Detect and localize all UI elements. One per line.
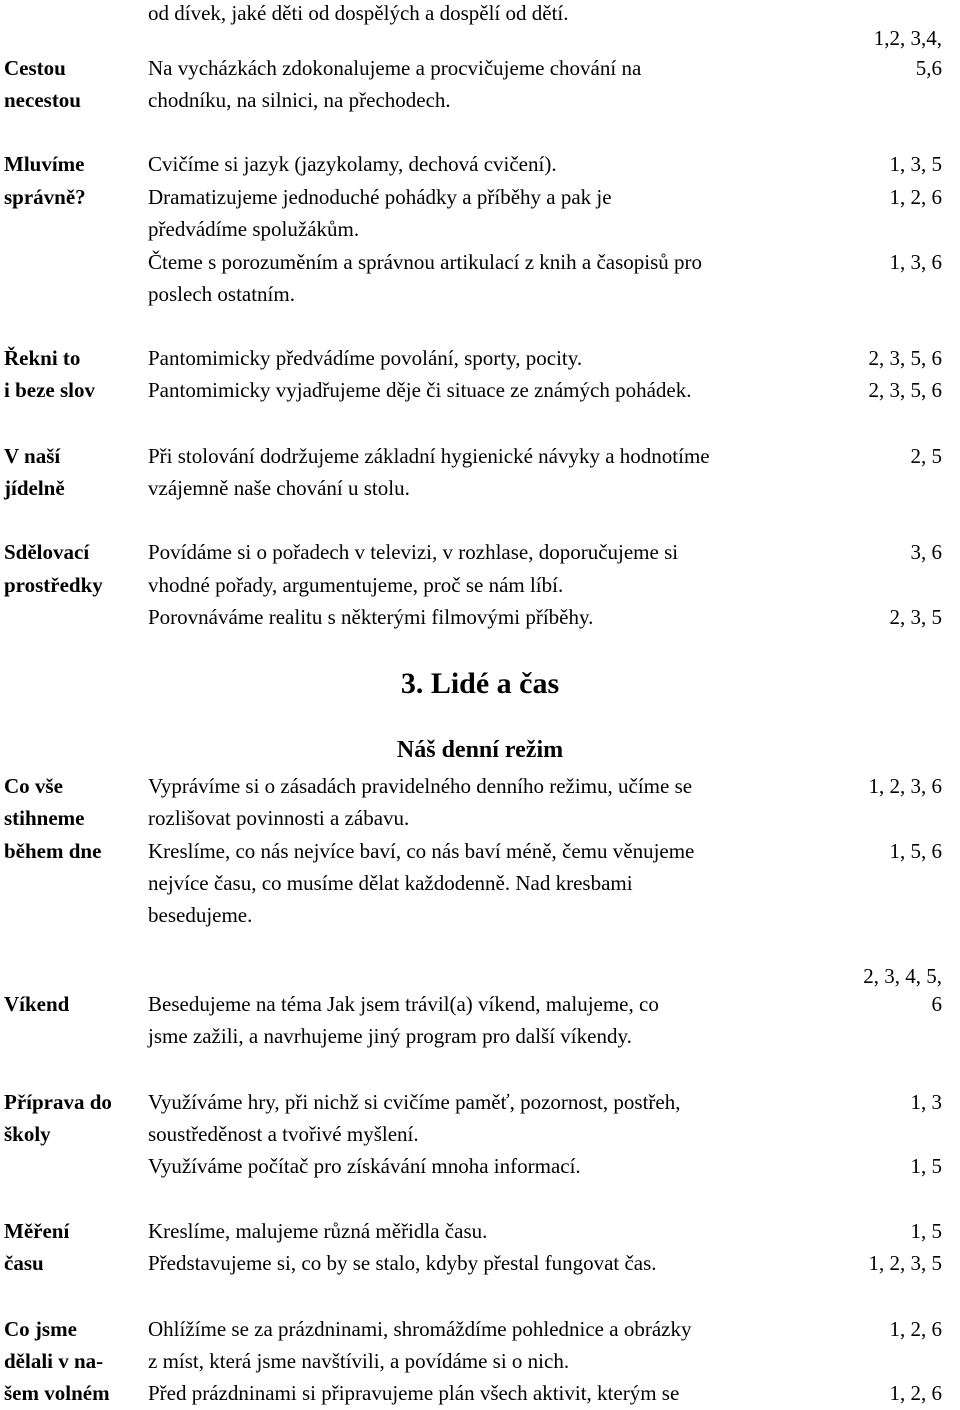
section-label: času (4, 1251, 44, 1275)
text-line: rozlišovat povinnosti a zábavu. (148, 806, 410, 830)
text-line: Představujeme si, co by se stalo, kdyby přestal fungovat čas. (148, 1251, 657, 1275)
text-line: Ohlížíme se za prázdninami, shromáždíme pohlednice a obrázky (148, 1317, 692, 1341)
section-label: i beze slov (4, 378, 95, 402)
text-line: Využíváme hry, při nichž si cvičíme paměť, pozornost, postřeh, (148, 1090, 681, 1114)
competence-refs: 3, 6 (910, 540, 942, 564)
text-line: Dramatizujeme jednoduché pohádky a příběhy a pak je (148, 185, 612, 209)
section-label: jídelně (4, 476, 65, 500)
section-label: V naší (4, 444, 61, 468)
text-line: nejvíce času, co musíme dělat každodenně. Nad kresbami (148, 871, 633, 895)
text-line: od dívek, jaké děti od dospělých a dospělí od dětí. (148, 1, 569, 25)
competence-refs: 1, 2, 6 (889, 1381, 942, 1405)
text-line: Čteme s porozuměním a správnou artikulací z knih a časopisů pro (148, 250, 703, 274)
section-label: Co jsme (4, 1317, 77, 1341)
section-label: necestou (4, 88, 81, 112)
competence-refs: 6 (931, 992, 942, 1016)
competence-refs: 2, 3, 5, 6 (868, 378, 942, 402)
text-line: besedujeme. (148, 903, 253, 927)
competence-refs: 1, 3 (910, 1090, 942, 1114)
text-line: vhodné pořady, argumentujeme, proč se nám líbí. (148, 573, 564, 597)
competence-refs: 1, 2, 3, 6 (868, 774, 942, 798)
text-line: Využíváme počítač pro získávání mnoha informací. (148, 1154, 581, 1178)
section-label: šem volném (4, 1381, 110, 1405)
text-line: chodníku, na silnici, na přechodech. (148, 88, 451, 112)
text-line: Povídáme si o pořadech v televizi, v rozhlase, doporučujeme si (148, 540, 679, 564)
text-line: soustředěnost a tvořivé myšlení. (148, 1122, 419, 1146)
competence-refs: 1, 2, 6 (889, 185, 942, 209)
section-label: školy (4, 1122, 51, 1146)
section-label: Měření (4, 1219, 70, 1243)
chapter-title: 3. Lidé a čas (400, 667, 560, 700)
competence-refs: 5,6 (915, 56, 942, 80)
competence-refs: 1,2, 3,4, (873, 26, 942, 50)
text-line: Pantomimicky předvádíme povolání, sporty, pocity. (148, 346, 583, 370)
competence-refs: 2, 3, 5 (889, 605, 942, 629)
text-line: Besedujeme na téma Jak jsem trávil(a) víkend, malujeme, co (148, 992, 659, 1016)
section-label: Cestou (4, 56, 66, 80)
text-line: jsme zažili, a navrhujeme jiný program pro další víkendy. (148, 1024, 632, 1048)
text-line: předvádíme spolužákům. (148, 217, 360, 241)
section-label: Sdělovací (4, 540, 90, 564)
section-label: stihneme (4, 806, 85, 830)
section-label: Mluvíme (4, 152, 85, 176)
competence-refs: 1, 3, 5 (889, 152, 942, 176)
text-line: Porovnáváme realitu s některými filmovými příběhy. (148, 605, 594, 629)
section-label: Víkend (4, 992, 70, 1016)
section-label: správně? (4, 185, 86, 209)
text-line: Na vycházkách zdokonalujeme a procvičujeme chování na (148, 56, 642, 80)
competence-refs: 1, 5 (910, 1154, 942, 1178)
competence-refs: 2, 5 (910, 444, 942, 468)
text-line: Kreslíme, co nás nejvíce baví, co nás baví méně, čemu věnujeme (148, 839, 695, 863)
competence-refs: 1, 5, 6 (889, 839, 942, 863)
text-line: z míst, která jsme navštívili, a povídáme si o nich. (148, 1349, 570, 1373)
text-line: Kreslíme, malujeme různá měřidla času. (148, 1219, 488, 1243)
section-label: Řekni to (4, 346, 81, 370)
text-line: vzájemně naše chování u stolu. (148, 476, 410, 500)
text-line: Před prázdninami si připravujeme plán všech aktivit, kterým se (148, 1381, 680, 1405)
text-line: Při stolování dodržujeme základní hygienické návyky a hodnotíme (148, 444, 710, 468)
section-label: Co vše (4, 774, 63, 798)
section-label: prostředky (4, 573, 103, 597)
section-label: během dne (4, 839, 102, 863)
competence-refs: 1, 5 (910, 1219, 942, 1243)
subchapter-title: Náš denní režim (396, 737, 564, 763)
competence-refs: 2, 3, 5, 6 (868, 346, 942, 370)
text-line: Pantomimicky vyjadřujeme děje či situace ze známých pohádek. (148, 378, 692, 402)
competence-refs: 1, 2, 6 (889, 1317, 942, 1341)
text-line: Vyprávíme si o zásadách pravidelného denního režimu, učíme se (148, 774, 693, 798)
section-label: Příprava do (4, 1090, 112, 1114)
text-line: Cvičíme si jazyk (jazykolamy, dechová cvičení). (148, 152, 557, 176)
text-line: poslech ostatním. (148, 282, 295, 306)
section-label: dělali v na- (4, 1349, 104, 1373)
competence-refs: 1, 3, 6 (889, 250, 942, 274)
competence-refs: 1, 2, 3, 5 (868, 1251, 942, 1275)
competence-refs: 2, 3, 4, 5, (863, 964, 942, 988)
